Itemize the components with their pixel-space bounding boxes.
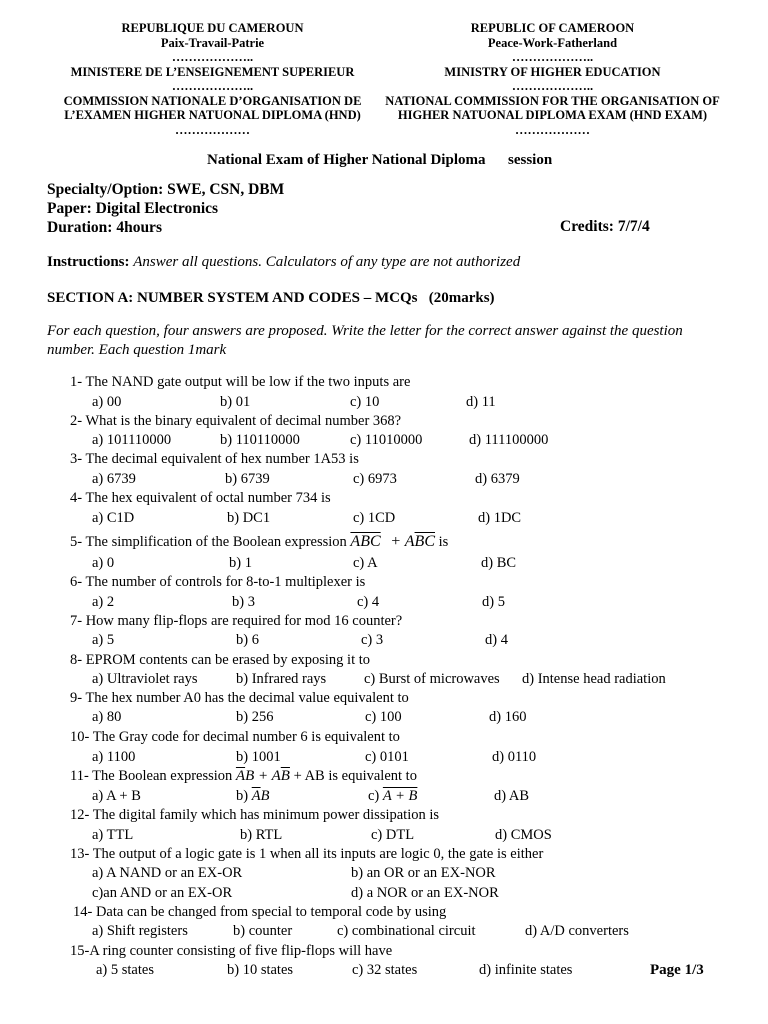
- header-right-line: HIGHER NATUONAL DIPLOMA EXAM (HND EXAM): [397, 108, 708, 122]
- option-c: c) 32 states: [352, 962, 418, 978]
- question-3: 3- The decimal equivalent of hex number 1A53 is: [70, 451, 359, 467]
- option-c: c) 1CD: [353, 510, 396, 526]
- header-right-line: ………………..: [511, 79, 594, 93]
- option-d: d) 160: [489, 709, 527, 725]
- page-number: Page 1/3: [650, 962, 704, 978]
- option-d: d) 4: [485, 632, 508, 648]
- option-c: c) 11010000: [350, 432, 423, 448]
- option-c: [368, 788, 417, 805]
- option-a: a) 1100: [92, 749, 136, 765]
- paper: Paper: Digital Electronics: [47, 200, 219, 217]
- option-b: b) counter: [233, 923, 293, 939]
- question-11: [70, 768, 417, 785]
- header-left: [40, 21, 385, 137]
- option-a: a) Shift registers: [92, 923, 188, 939]
- option-d: d) 11: [466, 394, 496, 410]
- option-a: a) TTL: [92, 827, 134, 843]
- header-left-line: COMMISSION NATIONALE D’ORGANISATION DE: [63, 93, 362, 108]
- exam-title: National Exam of Higher National Diploma session: [207, 152, 553, 168]
- option-a: a) 80: [92, 709, 122, 725]
- option-d: d) 0110: [492, 749, 537, 765]
- option-d: d) 111100000: [469, 432, 549, 448]
- option-d: d) 1DC: [478, 510, 522, 526]
- header-right-line: Peace-Work-Fatherland: [487, 35, 618, 50]
- header-right-line: MINISTRY OF HIGHER EDUCATION: [444, 64, 661, 79]
- option-b: b) an OR or an EX-NOR: [351, 865, 496, 881]
- option-b: b) 110110000: [220, 432, 300, 448]
- option-a: a) 5: [92, 632, 115, 648]
- question-2: 2- What is the binary equivalent of decimal number 368?: [70, 413, 402, 429]
- question-12: 12- The digital family which has minimum power dissipation is: [70, 807, 440, 823]
- option-c: c) combinational circuit: [337, 923, 476, 939]
- option-a: a) 101110000: [92, 432, 172, 448]
- option-b: b) 3: [232, 594, 255, 610]
- option-d: d) BC: [481, 555, 517, 571]
- instructions-text: Answer all questions. Calculators of any type are not authorized: [133, 254, 521, 270]
- boolean-expression: $\overline{A}B + A\overline{B}$: [235, 768, 290, 784]
- option-b: b) 1001: [236, 749, 281, 765]
- option-a: a) 6739: [92, 471, 136, 487]
- header-left-line: ………………..: [171, 79, 254, 93]
- option-b: b) DC1: [227, 510, 271, 526]
- header-left-line: ………………..: [171, 50, 254, 64]
- option-c: c) 3: [361, 632, 384, 648]
- option-b: b) 1: [229, 555, 252, 571]
- header-left-line: Paix-Travail-Patrie: [160, 35, 265, 50]
- question-13: 13- The output of a logic gate is 1 when all its inputs are logic 0, the gate is either: [70, 846, 544, 862]
- credits: Credits: 7/7/4: [560, 218, 650, 235]
- header-left-line: MINISTERE DE L’ENSEIGNEMENT SUPERIEUR: [70, 64, 355, 79]
- option-a: a) 5 states: [96, 962, 154, 978]
- question-1: 1- The NAND gate output will be low if the two inputs are: [70, 374, 411, 390]
- instructions: [47, 254, 520, 271]
- option-a: a) Ultraviolet rays: [92, 671, 198, 687]
- option-b: [236, 788, 269, 805]
- option-b: b) 6739: [225, 471, 270, 487]
- option-d: d) 5: [482, 594, 505, 610]
- question-11-text: 11- The Boolean expression: [70, 768, 233, 784]
- section-a-intro: For each question, four answers are proposed. Write the letter for the correct answer against the question number. Each question 1mark: [47, 323, 683, 358]
- option-c-expression: A + B: [382, 788, 418, 804]
- specialty: Specialty/Option: SWE, CSN, DBM: [47, 181, 285, 198]
- question-5-tail: is: [438, 534, 449, 550]
- header-right-line: ………………: [515, 122, 590, 137]
- option-d: d) CMOS: [495, 827, 552, 843]
- option-d: d) A/D converters: [525, 923, 629, 939]
- option-c: c) A: [353, 555, 378, 571]
- header-left-line: REPUBLIQUE DU CAMEROUN: [121, 21, 304, 35]
- option-d: d) Intense head radiation: [522, 671, 666, 687]
- header-right: [375, 21, 730, 137]
- instructions-label: Instructions:: [47, 254, 130, 270]
- option-b-label: b): [236, 788, 249, 804]
- exam-meta: [47, 180, 284, 237]
- question-5-text: 5- The simplification of the Boolean expression: [70, 534, 347, 550]
- question-14: 14- Data can be changed from special to temporal code by using: [73, 904, 447, 920]
- section-a-heading: SECTION A: NUMBER SYSTEM AND CODES – MCQs (20marks): [47, 290, 495, 306]
- option-a: a) A NAND or an EX-OR: [92, 865, 243, 881]
- option-c: c) 4: [357, 594, 380, 610]
- option-d: d) AB: [494, 788, 530, 804]
- option-b: b) 10 states: [227, 962, 294, 978]
- header-left-line: L’EXAMEN HIGHER NATUONAL DIPLOMA (HND): [64, 108, 361, 122]
- option-c: c) 6973: [353, 471, 397, 487]
- question-8: 8- EPROM contents can be erased by exposing it to: [70, 652, 371, 668]
- question-4: 4- The hex equivalent of octal number 734 is: [70, 490, 331, 506]
- option-c: c)an AND or an EX-OR: [92, 885, 233, 901]
- option-a: a) C1D: [92, 510, 135, 526]
- option-d: d) infinite states: [479, 962, 573, 978]
- header-left-line: ………………: [175, 122, 250, 137]
- question-10: 10- The Gray code for decimal number 6 is equivalent to: [70, 729, 400, 745]
- option-d: d) a NOR or an EX-NOR: [351, 885, 499, 901]
- question-11-tail: + AB is equivalent to: [293, 768, 417, 784]
- option-a: a) 00: [92, 394, 122, 410]
- option-c: c) Burst of microwaves: [364, 671, 500, 687]
- option-c: c) DTL: [371, 827, 415, 843]
- question-5: [70, 533, 448, 551]
- boolean-expression-term-1: $\overline{ABC}$: [350, 533, 381, 550]
- option-c: c) 10: [350, 394, 380, 410]
- header-right-line: REPUBLIC OF CAMEROON: [470, 21, 635, 35]
- question-9: 9- The hex number A0 has the decimal value equivalent to: [70, 690, 409, 706]
- option-a: a) 2: [92, 594, 115, 610]
- option-a: a) 0: [92, 555, 115, 571]
- header-right-line: ………………..: [511, 50, 594, 64]
- option-b: b) 6: [236, 632, 259, 648]
- option-c: c) 0101: [365, 749, 409, 765]
- question-15: 15-A ring counter consisting of five flip-flops will have: [70, 943, 393, 959]
- option-b: b) 256: [236, 709, 274, 725]
- option-c-label: c): [368, 788, 380, 804]
- question-6: 6- The number of controls for 8-to-1 multiplexer is: [70, 574, 366, 590]
- option-c: c) 100: [365, 709, 402, 725]
- option-b: b) 01: [220, 394, 251, 410]
- boolean-expression-term-2: $\overline{BC}$: [414, 533, 435, 550]
- option-a: a) A + B: [92, 788, 141, 804]
- question-7: 7- How many flip-flops are required for mod 16 counter?: [70, 613, 403, 629]
- header-right-line: NATIONAL COMMISSION FOR THE ORGANISATION OF: [385, 93, 720, 108]
- option-b: b) Infrared rays: [236, 671, 327, 687]
- option-d: d) 6379: [475, 471, 520, 487]
- boolean-expression-plus: + A: [390, 533, 415, 550]
- option-b-expression: $\overline{A}B$: [251, 788, 270, 804]
- duration: Duration: 4hours: [47, 219, 162, 236]
- option-b: b) RTL: [240, 827, 283, 843]
